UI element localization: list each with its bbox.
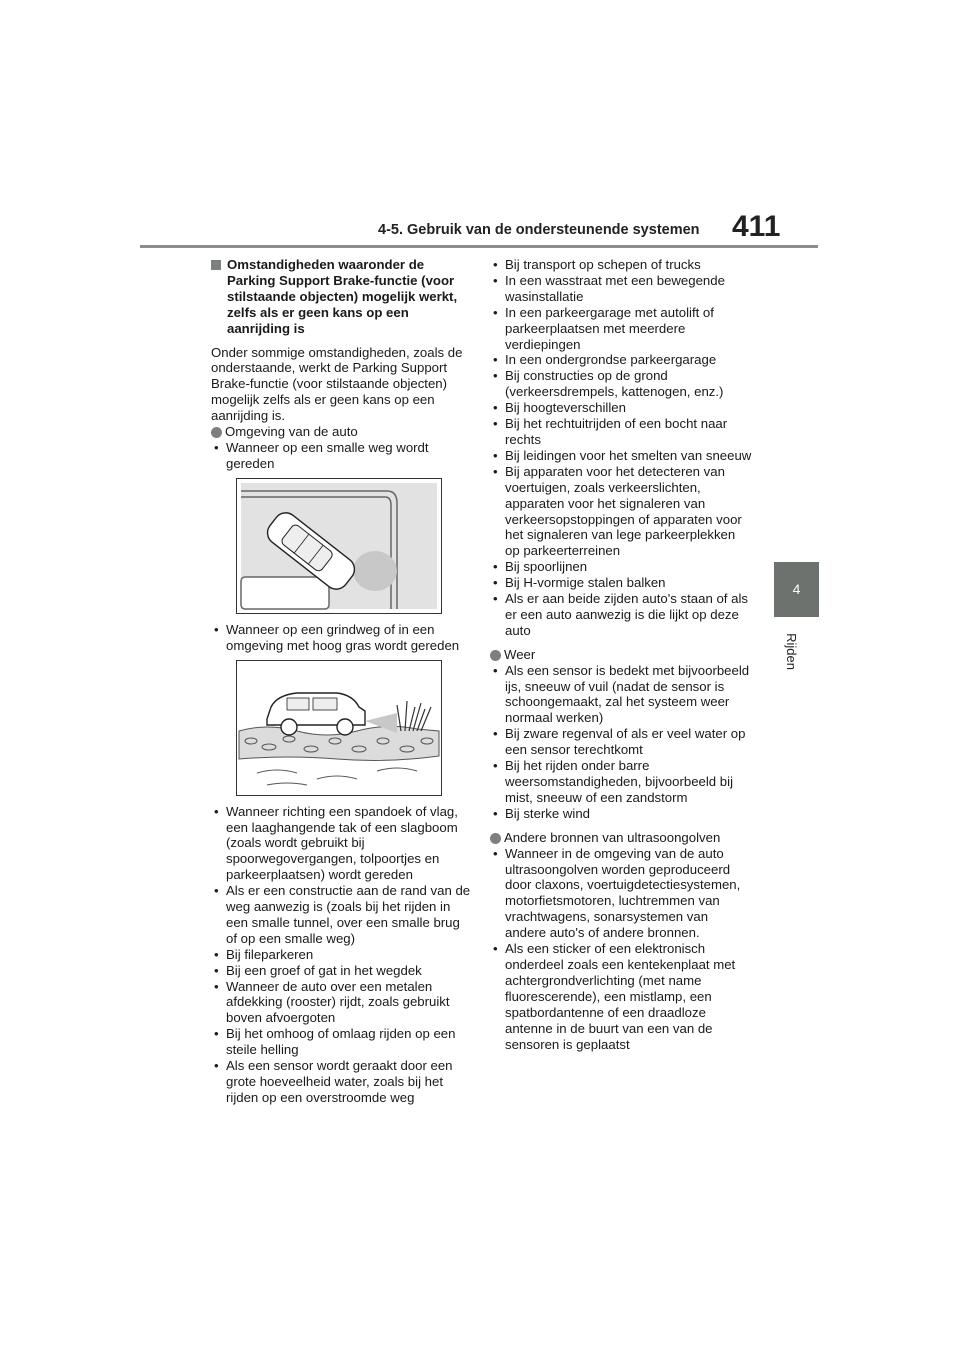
list-item: • In een wasstraat met een bewegende wasinstallatie [490,273,752,305]
list-item: • Als een sticker of een elektronisch onderdeel zoals een kentekenplaat met achtergrondverlichting (met name fluorescerende), een mistlamp, een spatbordantenne of een draadloze antenne in de buurt van een van de sensoren is geplaatst [490,941,752,1052]
bullet-list-weather [490,663,752,822]
narrow-road-illustration [236,478,442,614]
list-item: • Bij sterke wind [490,806,752,822]
group-title-weather [490,647,752,663]
chapter-number: 4 [792,581,801,597]
list-item: • Bij leidingen voor het smelten van sneeuw [490,448,752,464]
list-item: • Bij een groef of gat in het wegdek [211,963,473,979]
list-item: • Bij het rijden onder barre weersomstandigheden, bijvoorbeeld bij mist, sneeuw of een zandstorm [490,758,752,806]
circle-bullet-icon [211,427,222,438]
group-title-surroundings [211,424,473,440]
gravel-road-illustration [236,660,442,796]
list-item: • Bij fileparkeren [211,947,473,963]
intro-paragraph: Onder sommige omstandigheden, zoals de onderstaande, werkt de Parking Support Brake-functie (voor stilstaande objecten) mogelijk zelfs als er geen kans op een aanrijding is. [211,344,463,424]
section-title: 4-5. Gebruik van de ondersteunende systemen [378,222,700,238]
column-right [490,257,752,1052]
list-item: • Als een sensor is bedekt met bijvoorbeeld ijs, sneeuw of vuil (nadat de sensor is schoongemaakt, zal het systeem weer normaal werken) [490,663,752,727]
group-title-ultrasonic [490,830,752,846]
bullet-list-b [211,622,473,654]
list-item: • Bij H-vormige stalen balken [490,575,752,591]
circle-bullet-icon [490,650,501,661]
group-title-text: Omgeving van de auto [225,424,358,440]
list-item: • Bij apparaten voor het detecteren van voertuigen, zoals verkeerslichten, apparaten voor het signaleren van verkeersopstoppingen of apparaten voor het signaleren van lege parkeerplekken op parkeerterreinen [490,464,752,559]
group-title-text: Weer [504,646,536,662]
list-item: • Bij hoogteverschillen [490,400,752,416]
section-heading [211,257,473,337]
list-item: • In een ondergrondse parkeergarage [490,352,752,368]
group-title-text: Andere bronnen van ultrasoongolven [504,829,721,845]
list-item: • Wanneer de auto over een metalen afdekking (rooster) rijdt, zoals gebruikt boven afvoergoten [211,979,473,1027]
chapter-label: Rijden [783,633,799,670]
list-item: • Bij zware regenval of als er veel water op een sensor terechtkomt [490,726,752,758]
list-item: • Wanneer richting een spandoek of vlag, een laaghangende tak of een slagboom (zoals wordt gebruikt bij spoorwegovergangen, tolpoortjes en parkeerplaatsen) wordt gereden [211,804,473,884]
gravel-road-svg [237,661,441,795]
list-item: • Bij transport op schepen of trucks [490,257,752,273]
bullet-list-a [211,440,473,472]
list-item: • Bij het rechtuitrijden of een bocht naar rechts [490,416,752,448]
list-item: • Bij het omhoog of omlaag rijden op een steile helling [211,1026,473,1058]
chapter-tab[interactable] [774,562,819,617]
list-item: • Wanneer op een smalle weg wordt gereden [211,440,473,472]
chapter-label-box [781,632,811,682]
bullet-list-c [211,804,473,1106]
bullet-list-c-continued [490,257,752,639]
narrow-road-svg [237,479,441,613]
list-item: • Als een sensor wordt geraakt door een grote hoeveelheid water, zoals bij het rijden op een overstroomde weg [211,1058,473,1106]
bullet-list-ultrasonic [490,846,752,1053]
list-item: • Wanneer op een grindweg of in een omgeving met hoog gras wordt gereden [211,622,473,654]
list-item: • Als er een constructie aan de rand van de weg aanwezig is (zoals bij het rijden in een smalle tunnel, over een smalle brug of op een smalle weg) [211,883,473,947]
header-rule [140,245,818,248]
list-item: • Als er aan beide zijden auto's staan of als er een auto aanwezig is die lijkt op deze auto [490,591,752,639]
list-item: • Bij constructies op de grond (verkeersdrempels, kattenogen, enz.) [490,368,752,400]
column-left [211,257,473,1106]
section-heading-text: Omstandigheden waaronder de Parking Support Brake-functie (voor stilstaande objecten) mogelijk werkt, zelfs als er geen kans op een aanrijding is [227,257,458,336]
page-number: 411 [732,210,781,243]
circle-bullet-icon [490,833,501,844]
list-item: • Bij spoorlijnen [490,559,752,575]
square-bullet-icon [211,260,221,270]
list-item: • Wanneer in de omgeving van de auto ultrasoongolven worden geproduceerd door claxons, voertuigdetectiesystemen, motorfietsmotoren, luchtremmen van vrachtwagens, sonarsystemen van andere auto's of andere bronnen. [490,846,752,941]
list-item: • In een parkeergarage met autolift of parkeerplaatsen met meerdere verdiepingen [490,305,752,353]
